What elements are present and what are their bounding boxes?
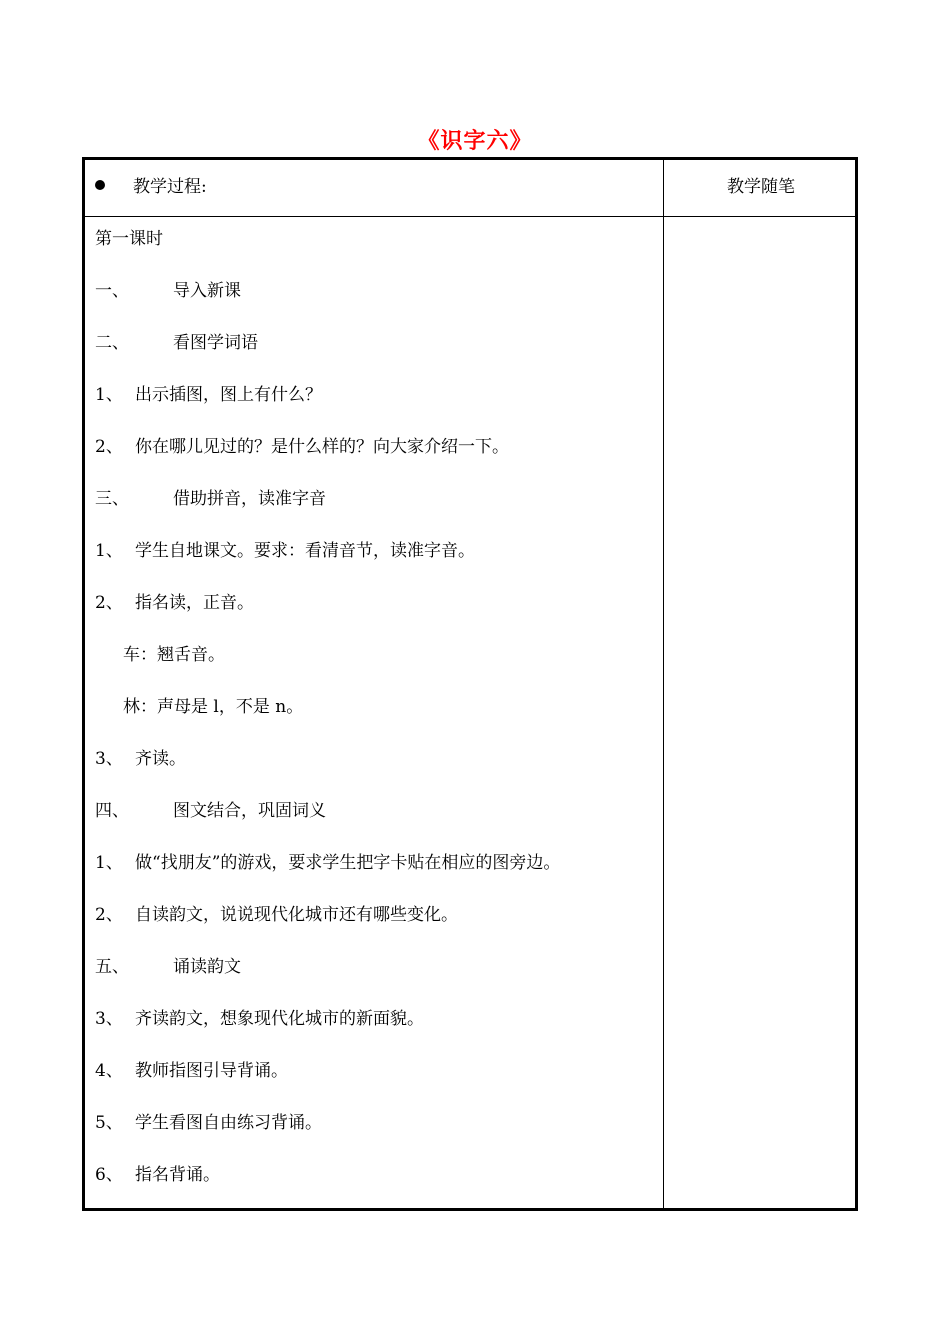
column-divider — [663, 160, 664, 1208]
line-text: 借助拼音，读准字音 — [173, 489, 326, 509]
line-number: 2、 — [95, 905, 123, 925]
line-text: 车：翘舌音。 — [123, 645, 225, 665]
lesson-line — [95, 486, 655, 538]
lesson-line — [95, 902, 655, 954]
line-text: 图文结合，巩固词义 — [173, 801, 326, 821]
lesson-line — [95, 330, 655, 382]
line-number: 3、 — [95, 749, 123, 769]
line-text: 指名背诵。 — [135, 1165, 220, 1185]
process-header-label: 教学过程: — [133, 177, 207, 197]
line-number: 2、 — [95, 593, 123, 613]
lesson-line — [95, 1006, 655, 1058]
line-text: 齐读。 — [135, 749, 186, 769]
lesson-line — [95, 642, 655, 694]
line-number: 五、 — [95, 957, 129, 977]
line-number: 1、 — [95, 853, 123, 873]
line-number: 6、 — [95, 1165, 123, 1185]
document-title: 《识字六》 — [417, 128, 533, 154]
line-text: 看图学词语 — [173, 333, 258, 353]
lesson-line — [95, 1110, 655, 1162]
line-text: 林：声母是 l，不是 n。 — [123, 697, 304, 717]
lesson-line — [95, 798, 655, 850]
lesson-line — [95, 1058, 655, 1110]
lesson-table — [82, 157, 858, 1211]
line-number: 一、 — [95, 281, 129, 301]
line-text: 学生自地课文。要求：看清音节，读准字音。 — [135, 541, 475, 561]
line-text: 做“找朋友”的游戏，要求学生把字卡贴在相应的图旁边。 — [135, 853, 561, 873]
line-number: 4、 — [95, 1061, 123, 1081]
lesson-line — [95, 850, 655, 902]
lesson-line — [95, 434, 655, 486]
line-text: 学生看图自由练习背诵。 — [135, 1113, 322, 1133]
line-text: 导入新课 — [173, 281, 241, 301]
line-number: 3、 — [95, 1009, 123, 1029]
lesson-line — [95, 694, 655, 746]
line-text: 你在哪儿见过的？是什么样的？向大家介绍一下。 — [135, 437, 509, 457]
line-text: 诵读韵文 — [173, 957, 241, 977]
header-divider — [85, 216, 855, 217]
line-number: 1、 — [95, 541, 123, 561]
lesson-line — [95, 954, 655, 1006]
process-header — [95, 172, 207, 197]
lesson-line — [95, 278, 655, 330]
line-number: 四、 — [95, 801, 129, 821]
line-text: 齐读韵文，想象现代化城市的新面貌。 — [135, 1009, 424, 1029]
lesson-content — [95, 226, 655, 1214]
lesson-line — [95, 382, 655, 434]
bullet-icon — [95, 180, 105, 190]
line-number: 三、 — [95, 489, 129, 509]
line-number: 2、 — [95, 437, 123, 457]
lesson-line — [95, 746, 655, 798]
line-text: 指名读，正音。 — [135, 593, 254, 613]
line-number: 5、 — [95, 1113, 123, 1133]
line-number: 二、 — [95, 333, 129, 353]
lesson-line — [95, 226, 655, 278]
lesson-line — [95, 1162, 655, 1214]
lesson-line — [95, 590, 655, 642]
line-text: 教师指图引导背诵。 — [135, 1061, 288, 1081]
line-text: 第一课时 — [95, 229, 163, 249]
lesson-line — [95, 538, 655, 590]
line-text: 自读韵文，说说现代化城市还有哪些变化。 — [135, 905, 458, 925]
line-number: 1、 — [95, 385, 123, 405]
notes-header: 教学随笔 — [727, 177, 795, 197]
line-text: 出示插图，图上有什么？ — [135, 385, 322, 405]
